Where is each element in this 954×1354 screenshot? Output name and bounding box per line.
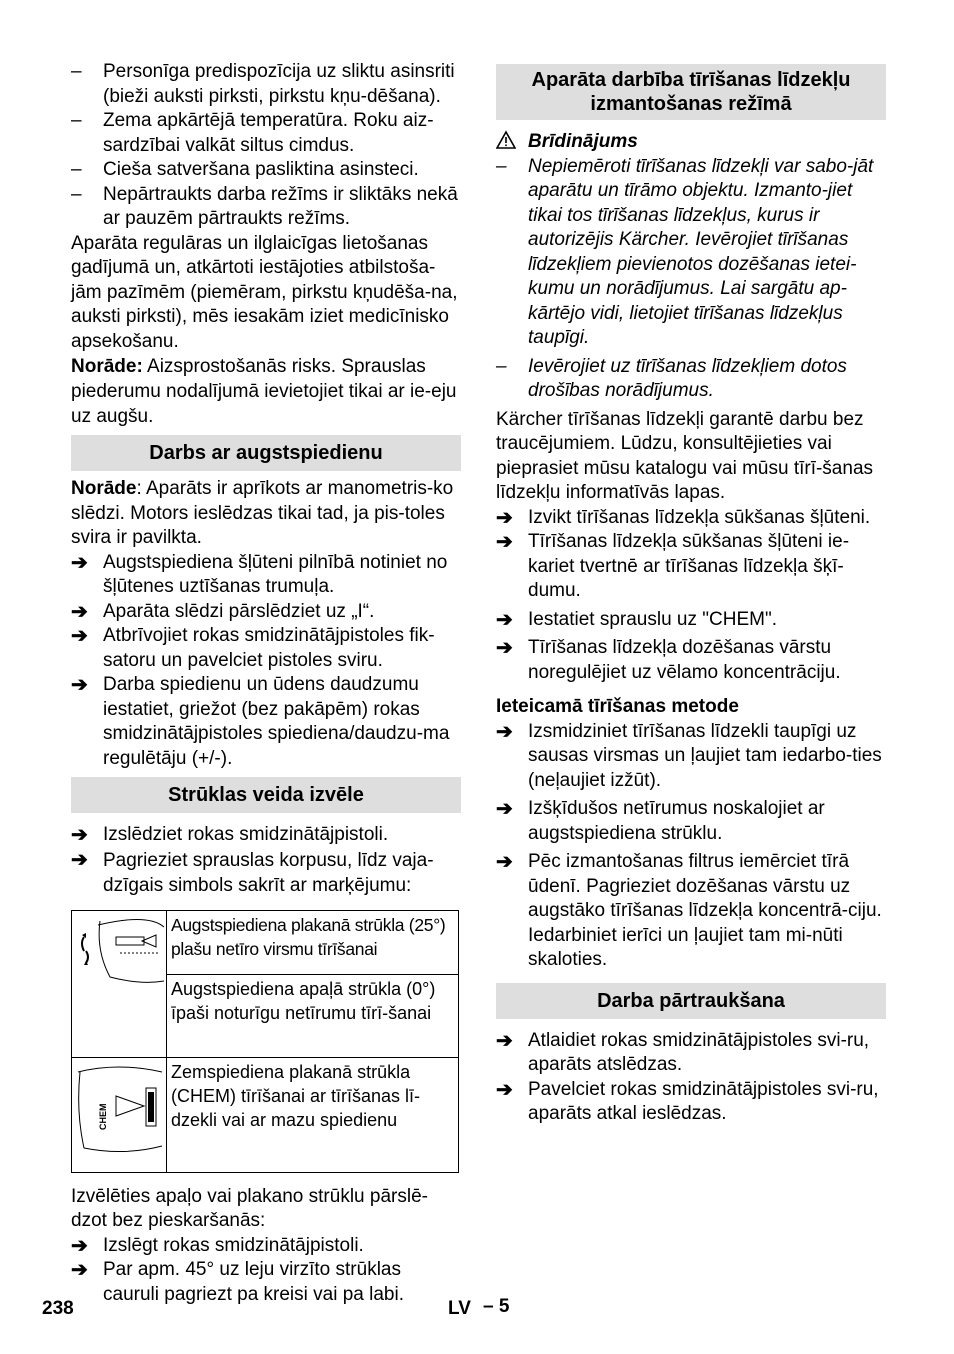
right-arrow-icon: ➔ [71,600,88,623]
heading-jet-selection: Strūklas veida izvēle [71,777,461,813]
note-label: Norāde [71,478,137,499]
note-pressure-switch [71,477,461,551]
list-item [496,850,886,973]
right-arrow-icon: ➔ [71,848,88,871]
list-item [496,797,886,846]
right-arrow-icon: ➔ [496,608,513,631]
step-text: Darba spiedienu un ūdens daudzumu iestatiet, griežot (bez pakāpēm) rokas smidzinātājpistoles spiediena/daudzu-ma regulētāju (+/-). [103,674,450,769]
nozzle-table [71,910,459,1173]
list-item [71,1258,461,1307]
right-arrow-icon: ➔ [71,1259,88,1281]
list-item: – Nepiemēroti tīrīšanas līdzekļi var sabo-jāt aparātu un tīrāmo objektu. Izmanto-jiet tikai tos tīrīšanas līdzekļus, kurus ir autorizējis Kärcher. Ievērojiet tīrīšanas līdzekļiem pievienotos dozēšanas ietei-kumu un norādījumus. Lai sargātu ap-kārtējo vidi, lietojiet tīrīšanas līdzekļus taupīgi. [496,155,886,351]
table-row [72,1057,459,1172]
step-text: Atbrīvojiet rokas smidzinātājpistoles fik-satoru un pavelciet pistoles sviru. [103,625,435,671]
list-item [71,673,461,771]
table-row [72,910,459,974]
list-item: – Cieša satveršana pasliktina asinsteci. [71,158,461,183]
step-text: Izslēdziet rokas smidzinātājpistoli. [103,824,389,845]
step-text: Par apm. 45° uz leju virzīto strūklas cauruli pagriezt pa kreisi vai pa labi. [103,1259,404,1305]
warning-title [496,130,886,155]
paragraph-karcher: Kärcher tīrīšanas līdzekļi garantē darbu bez traucējumiem. Lūdzu, konsultējieties vai pieprasiet mūsu katalogu vai mūsu tīrī-šanas līdzekļu informatīvās lapas. [496,408,874,503]
list-item [496,1078,886,1127]
right-arrow-icon: ➔ [71,625,88,647]
section-page: – 5 [483,1296,510,1317]
list-item [496,506,886,531]
list-item [496,1029,886,1078]
list-item [71,551,461,600]
list-item [496,720,886,794]
right-arrow-icon: ➔ [496,1078,513,1101]
step-text: Iestatiet sprauslu uz "CHEM". [528,608,777,630]
rotate-arrows-icon [82,933,88,965]
note-label: Norāde: [71,356,143,377]
table-cell: Augstspiediena plakanā strūkla (25°) plašu netīro virsmu tīrīšanai [167,910,459,974]
right-arrow-icon: ➔ [71,824,88,846]
table-cell: Augstspiediena apaļā strūkla (0°) īpaši noturīgu netīrumu tīrī-šanai [167,974,459,1057]
step-text: Augstspiediena šļūteni pilnībā notiniet no šļūtenes uztīšanas trumuļa. [103,551,448,597]
nozzle-icon [72,1058,166,1166]
right-column [496,64,886,1127]
right-arrow-icon: ➔ [496,720,513,743]
list-item [71,823,461,848]
right-arrow-icon: ➔ [496,637,513,659]
right-arrow-icon: ➔ [496,1029,513,1052]
right-arrow-icon: ➔ [71,674,88,696]
heading-method: Ieteicamā tīrīšanas metode [496,696,739,717]
right-arrow-icon: ➔ [71,551,88,574]
left-column [71,60,461,1307]
list-item: – Zema apkārtējā temperatūra. Roku aiz-sardzībai valkāt siltus cimdus. [71,109,461,158]
right-arrow-icon: ➔ [496,531,513,553]
list-item [71,848,461,898]
paragraph-medical: Aparāta regulāras un ilglaicīgas lietošanas gadījumā un, atkārtoti iestājoties atbilstoša-jām pazīmēm (piemēram, pirkstu kņudēša-na, auksti pirksti), mēs iesakām iziet medicīnisko apsekošanu. [71,232,458,352]
list-item [496,608,886,633]
warning-triangle-icon [496,130,516,158]
right-arrow-icon: ➔ [496,851,513,873]
table-cell: Zemspiediena plakanā strūkla (CHEM) tīrīšanai ar tīrīšanas lī-dzekli vai ar mazu spiedienu [167,1057,459,1172]
heading-chem-mode: Aparāta darbība tīrīšanas līdzekļu izmantošanas režīmā [496,64,886,120]
step-text: Izšķīdušos netīrumus noskalojiet ar augstspiediena strūklu. [528,798,825,844]
list-item [71,624,461,673]
step-text: Izsmidziniet tīrīšanas līdzekli taupīgi uz sausas virsmas un ļaujiet tam iedarbo-ties (neļaujiet izžūt). [528,720,882,791]
paragraph-switch: Izvēlēties apaļo vai plakano strūklu pārslē-dzot bez pieskaršanās: [71,1185,428,1231]
page-number: 238 [42,1298,74,1319]
step-text: Pagrieziet sprauslas korpusu, līdz vaja-dzīgais simbols sakrīt ar marķējumu: [103,849,434,896]
language-code: LV [448,1298,471,1319]
right-arrow-icon: ➔ [496,798,513,820]
note-clog [71,354,461,429]
step-text: Atlaidiet rokas smidzinātājpistoles svi-ru, aparāts atslēdzas. [528,1029,870,1075]
list-item: – Ievērojiet uz tīrīšanas līdzekļiem dotos drošības norādījumus. [496,355,886,404]
warning-title-text: Brīdinājums [528,131,638,152]
step-text: Tīrīšanas līdzekļa sūkšanas šļūteni ie-kariet tvertnē ar tīrīšanas līdzekļa šķī-dumu. [528,531,850,601]
right-arrow-icon: ➔ [71,1234,88,1257]
nozzle-cell-chem [72,1057,167,1172]
step-text: Tīrīšanas līdzekļa dozēšanas vārstu noregulējiet uz vēlamo koncentrāciju. [528,637,841,683]
note-text: Aizsprostošanās risks. Sprauslas piederumu nodalījumā ievietojiet tikai ar ie-eju uz augšu. [71,356,457,427]
heading-stop: Darba pārtraukšana [496,983,886,1019]
list-item [71,1234,461,1259]
list-item [496,636,886,685]
heading-high-pressure: Darbs ar augstspiedienu [71,435,461,471]
step-text: Izslēgt rokas smidzinātājpistoli. [103,1234,364,1256]
nozzle-icon [72,911,166,1051]
step-text: Pavelciet rokas smidzinātājpistoles svi-ru, aparāts atkal ieslēdzas. [528,1078,879,1124]
step-text: Pēc izmantošanas filtrus iemērciet tīrā ūdenī. Pagrieziet dozēšanas vārstu uz augstāko tīrīšanas līdzekļa koncentrā-ciju. Iedarbiniet ierīci un ļaujiet tam mi-nūti skaloties. [528,851,882,970]
chem-label: CHEM [98,1103,108,1130]
note-text: : Aparāts ir aprīkots ar manometris-ko slēdzi. Motors ieslēdzas tikai tad, ja pis-toles svira ir pavilkta. [71,478,454,548]
list-item: – Nepārtraukts darba režīms ir sliktāks nekā ar pauzēm pārtraukts režīms. [71,183,461,232]
list-item: – Personīga predispozīcija uz sliktu asinsriti (bieži auksti pirksti, pirkstu kņu-dēšana). [71,60,461,109]
step-text: Izvikt tīrīšanas līdzekļa sūkšanas šļūteni. [528,506,871,528]
list-item [71,600,461,625]
right-arrow-icon: ➔ [496,506,513,529]
step-text: Aparāta slēdzi pārslēdziet uz „I“. [103,600,375,622]
nozzle-cell-high [72,910,167,1057]
list-item [496,530,886,604]
